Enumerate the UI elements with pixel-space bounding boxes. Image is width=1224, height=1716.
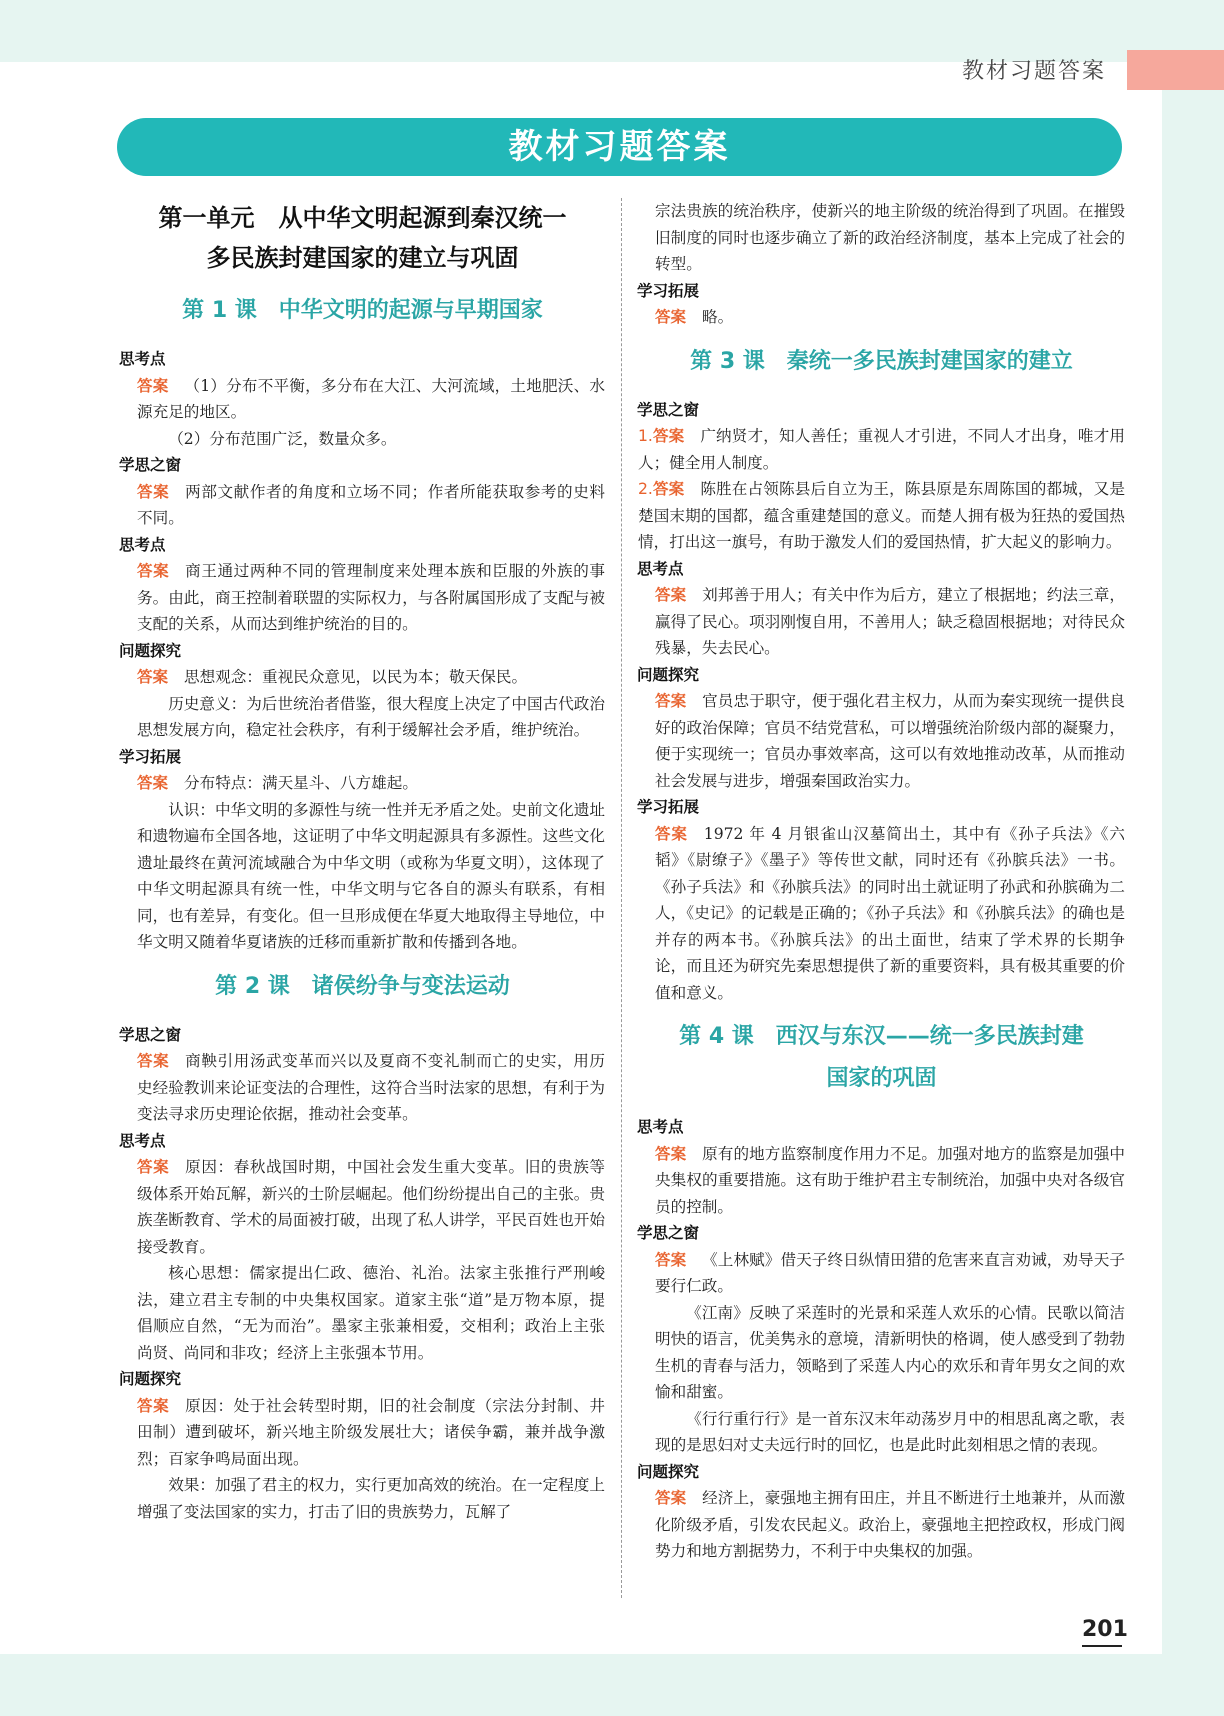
section-heading: 学思之窗	[119, 1025, 182, 1044]
answer-paragraph: 答案 原因：春秋战国时期，中国社会发生重大变革。旧的贵族等级体系开始瓦解，新兴的士阶层崛起。他们纷纷提出自己的主张。贵族垄断教育、学术的局面被打破，出现了私人讲学，平民百姓也开始接受教育。	[137, 1158, 605, 1256]
answer-label: 答案	[655, 1489, 687, 1507]
answer-label: 答案	[137, 482, 170, 501]
answer-paragraph: 答案 分布特点：满天星斗、八方雄起。	[137, 774, 418, 792]
page-frame-bottom	[0, 1654, 1224, 1716]
answer-paragraph: 答案 两部文献作者的角度和立场不同；作者所能获取参考的史料不同。	[137, 482, 605, 527]
section-heading: 思考点	[119, 350, 166, 368]
answer-paragraph: 答案 思想观念：重视民众意见，以民为本；敬天保民。	[137, 668, 528, 686]
lesson-3-title: 第 3 课 秦统一多民族封建国家的建立	[690, 348, 1073, 374]
answer-paragraph: 答案 刘邦善于用人；有关中作为后方，建立了根据地；约法三章，赢得了民心。项羽刚愎自用，不善用人；缺乏稳固根据地；对待民众残暴，失去民心。	[655, 586, 1125, 657]
answer-label: 答案	[137, 562, 170, 580]
lesson-2-title: 第 2 课 诸侯纷争与变法运动	[215, 973, 510, 999]
unit-title: 第一单元 从中华文明起源到秦汉统一 多民族封建国家的建立与巩固	[158, 204, 567, 272]
answer-label: 答案	[655, 308, 687, 326]
answer-label: 答案	[137, 1158, 170, 1176]
answer-paragraph: 认识：中华文明的多源性与统一性并无矛盾之处。史前文化遗址和遗物遍布全国各地，这证明了中华文明起源具有多源性。这些文化遗址最终在黄河流域融合为中华文明（或称为华夏文明），这体现了中华文明起源具有统一性，中华文明与它各自的源头有联系，有相同，也有差异，有变化。但一旦形成便在华夏大地取得主导地位，中华文明又随着华夏诸族的迁移而重新扩散和传播到各地。	[137, 800, 605, 951]
section-heading: 思考点	[119, 535, 166, 554]
section-heading: 问题探究	[637, 665, 700, 684]
answer-paragraph: 答案 （1）分布不平衡，多分布在大江、大河流域，土地肥沃、水源充足的地区。	[137, 376, 605, 421]
page-frame-top	[0, 0, 1224, 62]
answer-paragraph: 答案 官员忠于职守，便于强化君主权力，从而为秦实现统一提供良好的政治保障；官员不结党营私，可以增强统治阶级内部的凝聚力，便于实现统一；官员办事效率高，这可以有效地推动改革，从而推动社会发展与进步，增强秦国政治实力。	[655, 692, 1125, 790]
answer-paragraph: 答案 1972 年 4 月银雀山汉墓简出土，其中有《孙子兵法》《六韬》《尉缭子》《墨子》等传世文献，同时还有《孙膑兵法》一书。《孙子兵法》和《孙膑兵法》的同时出土就证明了孙武和孙膑确为二人，《史记》的记载是正确的；《孙子兵法》和《孙膑兵法》的确也是并存的两本书。《孙膑兵法》的出土面世，结束了学术界的长期争论，而且还为研究先秦思想提供了新的重要资料，具有极其重要的价值和意义。	[655, 824, 1125, 1002]
section-heading: 学习拓展	[119, 747, 182, 766]
answer-label: 答案	[655, 1250, 687, 1269]
answer-paragraph: 答案 原因：处于社会转型时期，旧的社会制度（宗法分封制、井田制）遭到破坏，新兴地主阶级发展壮大；诸侯争霸，兼并战争激烈；百家争鸣局面出现。	[137, 1396, 605, 1468]
section-heading: 问题探究	[637, 1462, 700, 1481]
answer-paragraph: 效果：加强了君主的权力，实行更加高效的统治。在一定程度上增强了变法国家的实力，打击了旧的贵族势力，瓦解了	[137, 1476, 605, 1521]
lesson-1-title: 第 1 课 中华文明的起源与早期国家	[182, 298, 543, 323]
section-heading: 问题探究	[119, 641, 182, 660]
answer-paragraph: 答案 商鞅引用汤武变革而兴以及夏商不变礼制而亡的史实，用历史经验教训来论证变法的合理性，这符合当时法家的思想，有利于为变法寻求历史理论依据，推动社会变革。	[137, 1052, 605, 1123]
column-divider	[621, 198, 622, 1598]
answer-paragraph: （2）分布范围广泛，数量众多。	[168, 429, 397, 448]
page-frame-right	[1162, 0, 1224, 1716]
page-number: 201	[1082, 1617, 1128, 1642]
section-heading: 学思之窗	[119, 456, 182, 474]
answer-paragraph: 核心思想：儒家提出仁政、德治、礼治。法家主张推行严刑峻法，建立君主专制的中央集权国家。道家主张“道”是万物本原，提倡顺应自然，“无为而治”。墨家主张兼相爱，交相利；政治上主张尚贤、尚同和非攻；经济上主张强本节用。	[137, 1264, 605, 1362]
answer-label: 答案	[655, 586, 687, 604]
answer-paragraph: 答案 略。	[655, 308, 734, 326]
section-heading: 问题探究	[119, 1370, 182, 1388]
answer-label: 答案	[137, 1396, 170, 1415]
section-heading: 学思之窗	[637, 400, 700, 419]
answer-label: 答案	[655, 824, 688, 843]
answer-paragraph: 答案 经济上，豪强地主拥有田庄，并且不断进行土地兼并，从而激化阶级矛盾，引发农民起义。政治上，豪强地主把控政权，形成门阀势力和地方割据势力，不利于中央集权的加强。	[655, 1489, 1125, 1560]
answer-label: 答案	[137, 376, 169, 395]
section-heading: 思考点	[637, 559, 684, 578]
answer-paragraph: 答案 商王通过两种不同的管理制度来处理本族和臣服的外族的事务。由此，商王控制着联盟的实际权力，与各附属国形成了支配与被支配的关系，从而达到维护统治的目的。	[137, 562, 605, 633]
answer-label: 答案	[655, 1144, 687, 1163]
answer-paragraph: 1.答案 广纳贤才，知人善任；重视人才引进，不同人才出身，唯才用人；健全用人制度。	[638, 427, 1125, 472]
section-heading: 学习拓展	[637, 798, 700, 816]
section-heading: 学思之窗	[637, 1224, 700, 1242]
answer-paragraph: 《行行重行行》是一首东汉末年动荡岁月中的相思乱离之歌，表现的是思妇对丈夫远行时的回忆，也是此时此刻相思之情的表现。	[655, 1409, 1125, 1454]
section-heading: 思考点	[119, 1131, 166, 1150]
answer-paragraph: 历史意义：为后世统治者借鉴，很大程度上决定了中国古代政治思想发展方向，稳定社会秩序，有利于缓解社会矛盾，维护统治。	[137, 694, 605, 739]
answer-paragraph: 《江南》反映了采莲时的光景和采莲人欢乐的心情。民歌以简洁明快的语言，优美隽永的意境，清新明快的格调，使人感受到了勃勃生机的青春与活力，领略到了采莲人内心的欢乐和青年男女之间的欢愉和甜蜜。	[655, 1303, 1125, 1401]
continued-paragraph: 宗法贵族的统治秩序，使新兴的地主阶级的统治得到了巩固。在摧毁旧制度的同时也逐步确立了新的政治经济制度，基本上完成了社会的转型。	[655, 202, 1125, 273]
answer-paragraph: 答案 原有的地方监察制度作用力不足。加强对地方的监察是加强中央集权的重要措施。这有助于维护君主专制统治，加强中央对各级官员的控制。	[655, 1144, 1125, 1216]
running-header: 教材习题答案	[961, 59, 1106, 84]
answer-label: 答案	[652, 480, 685, 498]
page-number-underline	[1082, 1645, 1122, 1647]
answer-label: 答案	[655, 692, 687, 710]
section-heading: 学习拓展	[637, 281, 700, 300]
answer-label: 答案	[652, 427, 685, 445]
lesson-4-title: 第 4 课 西汉与东汉——统一多民族封建 国家的巩固	[679, 1024, 1084, 1091]
answer-label: 答案	[137, 668, 169, 686]
left-column	[120, 198, 605, 1525]
answer-paragraph: 2.答案 陈胜在占领陈县后自立为王，陈县原是东周陈国的都城，又是楚国末期的国都，蕴含重建楚国的意义。而楚人拥有极为狂热的爱国热情，打出这一旗号，有助于激发人们的爱国热情，扩大起义的影响力。	[638, 480, 1125, 551]
answer-label: 答案	[137, 774, 169, 792]
answer-label: 答案	[137, 1052, 170, 1070]
section-banner: 教材习题答案	[117, 118, 1122, 176]
header-tab-marker	[1127, 50, 1224, 90]
right-column	[638, 198, 1125, 1565]
answer-paragraph: 答案 《上林赋》借天子终日纵情田猎的危害来直言劝诫，劝导天子要行仁政。	[655, 1250, 1125, 1295]
section-heading: 思考点	[637, 1118, 684, 1136]
